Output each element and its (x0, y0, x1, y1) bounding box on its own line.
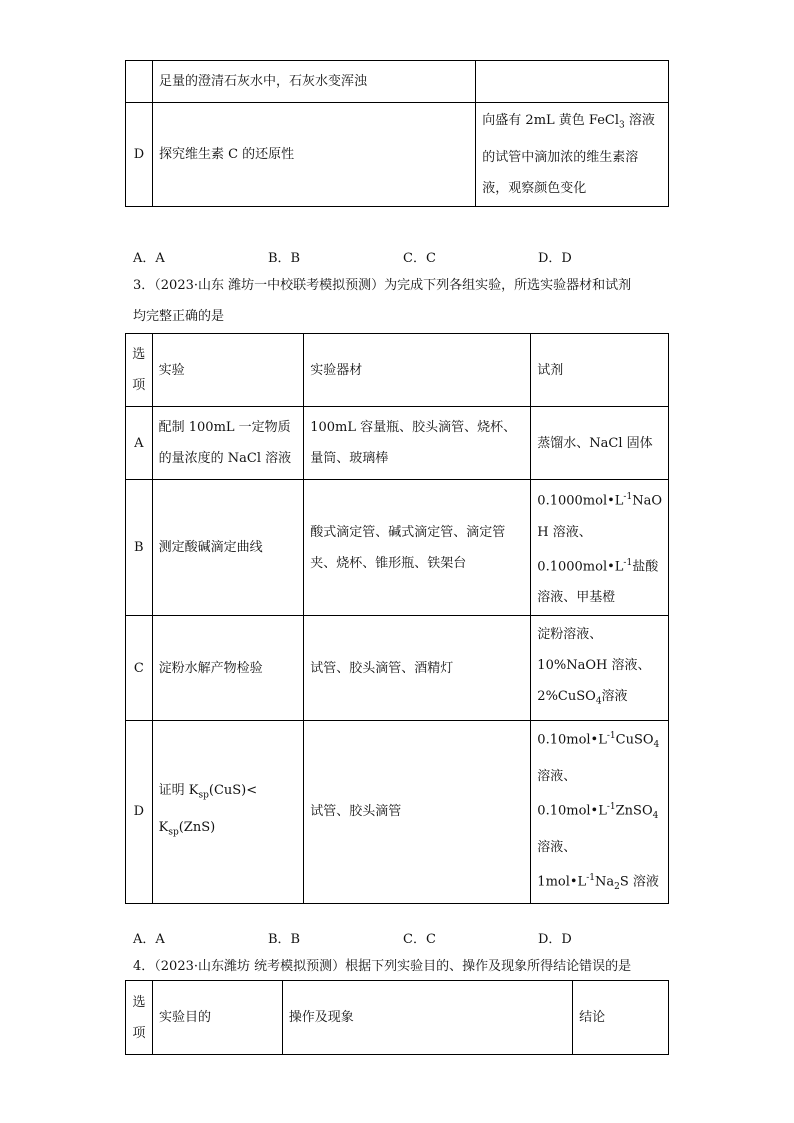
table-row (126, 103, 669, 207)
option-cell: C (126, 616, 153, 721)
option-cell: D (126, 721, 153, 904)
table-q2-continuation (125, 60, 669, 207)
header-equipment: 实验器材 (304, 334, 531, 407)
header-option: 选 项 (126, 334, 153, 407)
option-cell (126, 61, 153, 103)
choice-d[interactable]: D．D (538, 932, 572, 947)
choice-b[interactable]: B．B (268, 932, 301, 947)
choice-d[interactable]: D．D (538, 251, 572, 266)
experiment-cell: 足量的澄清石灰水中，石灰水变浑浊 (152, 61, 475, 103)
choice-b[interactable]: B．B (268, 251, 301, 266)
header-operation: 操作及现象 (282, 981, 572, 1055)
table-row (126, 721, 669, 904)
experiment-cell: 配制 100mL 一定物质 的量浓度的 NaCl 溶液 (152, 407, 304, 480)
operation-cell: 向盛有 2mL 黄色 FeCl$_3$ 溶液 的试管中滴加浓的维生素溶 液，观察颜色变化 (476, 103, 669, 207)
table-header-row (126, 981, 669, 1055)
header-purpose: 实验目的 (152, 981, 282, 1055)
question-4: 4．（2023·山东潍坊 统考模拟预测）根据下列实验目的、操作及现象所得结论错误的是 (133, 959, 632, 974)
table-row (126, 61, 669, 103)
experiment-cell: 证明 $K_{sp}(CuS)<$ $K_{sp}(ZnS)$ (152, 721, 304, 904)
option-cell: A (126, 407, 153, 480)
table-header-row (126, 334, 669, 407)
header-experiment: 实验 (152, 334, 304, 407)
experiment-cell: 测定酸碱滴定曲线 (152, 480, 304, 616)
header-option: 选 项 (126, 981, 153, 1055)
reagent-cell: $0.10mol•L^{-1}CuSO_4$ 溶液、 $0.10mol•L^{-1}ZnSO_4$ 溶液、 $1mol•L^{-1}Na_2S$ 溶液 (531, 721, 669, 904)
header-reagent: 试剂 (531, 334, 669, 407)
option-cell: D (126, 103, 153, 207)
question-3: 3．（2023·山东 潍坊一中校联考模拟预测）为完成下列各组实验，所选实验器材和试剂 均完整正确的是 (133, 278, 632, 324)
table-row (126, 616, 669, 721)
reagent-cell: $0.1000mol•L^{-1}NaO$ H 溶液、 $0.1000mol•L^{-1}$盐酸 溶液、甲基橙 (531, 480, 669, 616)
table-q4 (125, 980, 669, 1055)
experiment-cell: 淀粉水解产物检验 (152, 616, 304, 721)
reagent-cell: 淀粉溶液、 10%NaOH 溶液、 2%CuSO$_4$溶液 (531, 616, 669, 721)
equipment-cell: 试管、胶头滴管 (304, 721, 531, 904)
table-row (126, 407, 669, 480)
table-row (126, 480, 669, 616)
experiment-cell: 探究维生素 C 的还原性 (152, 103, 475, 207)
choice-a[interactable]: A．A (133, 932, 165, 947)
header-conclusion: 结论 (573, 981, 669, 1055)
equipment-cell: 酸式滴定管、碱式滴定管、滴定管 夹、烧杯、锥形瓶、铁架台 (304, 480, 531, 616)
operation-cell (476, 61, 669, 103)
equipment-cell: 试管、胶头滴管、酒精灯 (304, 616, 531, 721)
equipment-cell: 100mL 容量瓶、胶头滴管、烧杯、 量筒、玻璃棒 (304, 407, 531, 480)
answer-choices (133, 247, 673, 266)
choice-a[interactable]: A．A (133, 251, 165, 266)
table-q3 (125, 333, 669, 904)
answer-choices (133, 928, 673, 947)
choice-c[interactable]: C．C (403, 251, 436, 266)
reagent-cell: 蒸馏水、NaCl 固体 (531, 407, 669, 480)
option-cell: B (126, 480, 153, 616)
choice-c[interactable]: C．C (403, 932, 436, 947)
